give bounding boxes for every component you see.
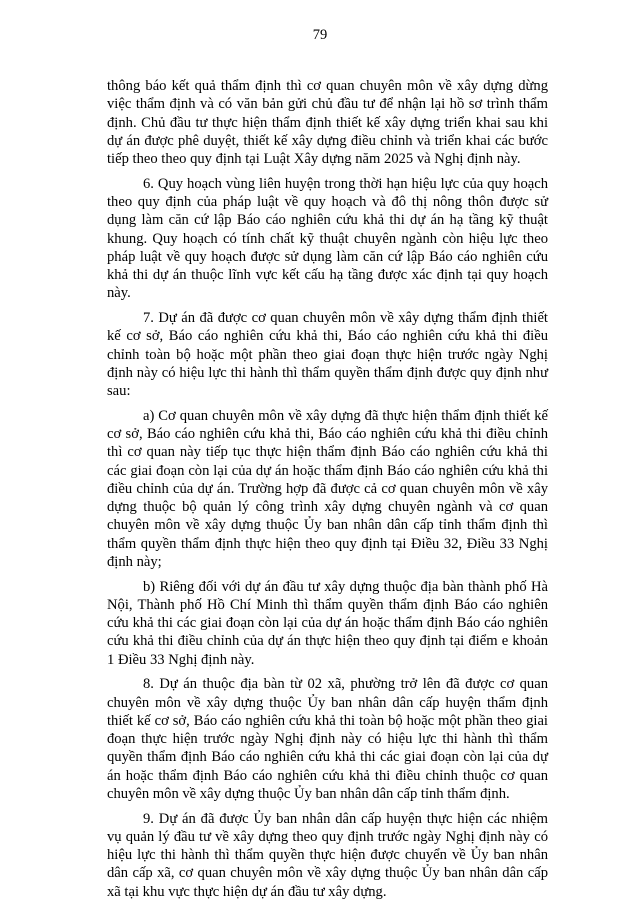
paragraph-clause-7b: b) Riêng đối với dự án đầu tư xây dựng thuộc địa bàn thành phố Hà Nội, Thành phố Hồ Chí Minh thì thẩm quyền thẩm định Báo cáo nghiên cứu khả thi các giai đoạn còn lại của dự án hoặc thẩm định Báo cáo nghiên cứu khả thi điều chỉnh của dự án thực hiện theo quy định tại điểm e khoản 1 Điều 33 Nghị định này. xyxy=(107,578,548,668)
paragraph-clause-9: 9. Dự án đã được Ủy ban nhân dân cấp huyện thực hiện các nhiệm vụ quản lý đầu tư về xây dựng theo quy định trước ngày Nghị định này có hiệu lực thi hành thì thẩm quyền thực hiện được chuyển về Ủy ban nhân dân cấp xã, cơ quan chuyên môn về xây dựng thuộc Ủy ban nhân dân cấp xã tại khu vực thực hiện dự án đầu tư xây dựng. xyxy=(107,810,548,900)
paragraph-clause-6: 6. Quy hoạch vùng liên huyện trong thời hạn hiệu lực của quy hoạch theo quy định của pháp luật về quy hoạch và đô thị nông thôn được sử dụng làm căn cứ lập Báo cáo nghiên cứu khả thi dự án hạ tầng kỹ thuật khung. Quy hoạch có tính chất kỹ thuật chuyên ngành còn hiệu lực theo pháp luật về quy hoạch được sử dụng làm căn cứ lập Báo cáo nghiên cứu khả thi dự án thuộc lĩnh vực kết cấu hạ tầng được xác định tại quy hoạch này. xyxy=(107,175,548,302)
paragraph-continuation: thông báo kết quả thẩm định thì cơ quan chuyên môn về xây dựng dừng việc thẩm định và có văn bản gửi chủ đầu tư để nhận lại hồ sơ trình thẩm định. Chủ đầu tư thực hiện thẩm định thiết kế xây dựng triển khai sau khi dự án được phê duyệt, thiết kế xây dựng điều chỉnh và triển khai các bước tiếp theo theo quy định tại Luật Xây dựng năm 2025 và Nghị định này. xyxy=(107,78,548,167)
document-body xyxy=(107,77,548,907)
paragraph-clause-7a: a) Cơ quan chuyên môn về xây dựng đã thực hiện thẩm định thiết kế cơ sở, Báo cáo nghiên cứu khả thi, Báo cáo nghiên cứu khả thi điều chỉnh thì cơ quan này tiếp tục thực hiện thẩm định Báo cáo nghiên cứu khả thi các giai đoạn còn lại của dự án hoặc thẩm định Báo cáo nghiên cứu khả thi điều chỉnh của dự án. Trường hợp đã được cả cơ quan chuyên môn về xây dựng thuộc bộ quản lý công trình xây dựng chuyên ngành và cơ quan chuyên môn về xây dựng thuộc Ủy ban nhân dân cấp tỉnh thẩm định thì thẩm quyền thẩm định thực hiện theo quy định tại Điều 32, Điều 33 Nghị định này; xyxy=(107,407,548,570)
page-number: 79 xyxy=(312,27,328,43)
paragraph-clause-8: 8. Dự án thuộc địa bàn từ 02 xã, phường trở lên đã được cơ quan chuyên môn về xây dựng thuộc Ủy ban nhân dân cấp huyện thẩm định thiết kế cơ sở, Báo cáo nghiên cứu khả thi toàn bộ hoặc một phần theo giai đoạn thực hiện trước ngày Nghị định này có hiệu lực thi hành thì thẩm quyền thẩm định Báo cáo nghiên cứu khả thi các giai đoạn còn lại của dự án hoặc thẩm định Báo cáo nghiên cứu khả thi điều chỉnh thuộc cơ quan chuyên môn về xây dựng thuộc Ủy ban nhân dân cấp tỉnh thẩm định. xyxy=(107,676,548,802)
paragraph-clause-7: 7. Dự án đã được cơ quan chuyên môn về xây dựng thẩm định thiết kế cơ sở, Báo cáo nghiên cứu khả thi, Báo cáo nghiên cứu khả thi điều chỉnh toàn bộ hoặc một phần theo giai đoạn thực hiện trước ngày Nghị định này có hiệu lực thi hành thì thẩm quyền thẩm định được quy định như sau: xyxy=(107,310,548,399)
